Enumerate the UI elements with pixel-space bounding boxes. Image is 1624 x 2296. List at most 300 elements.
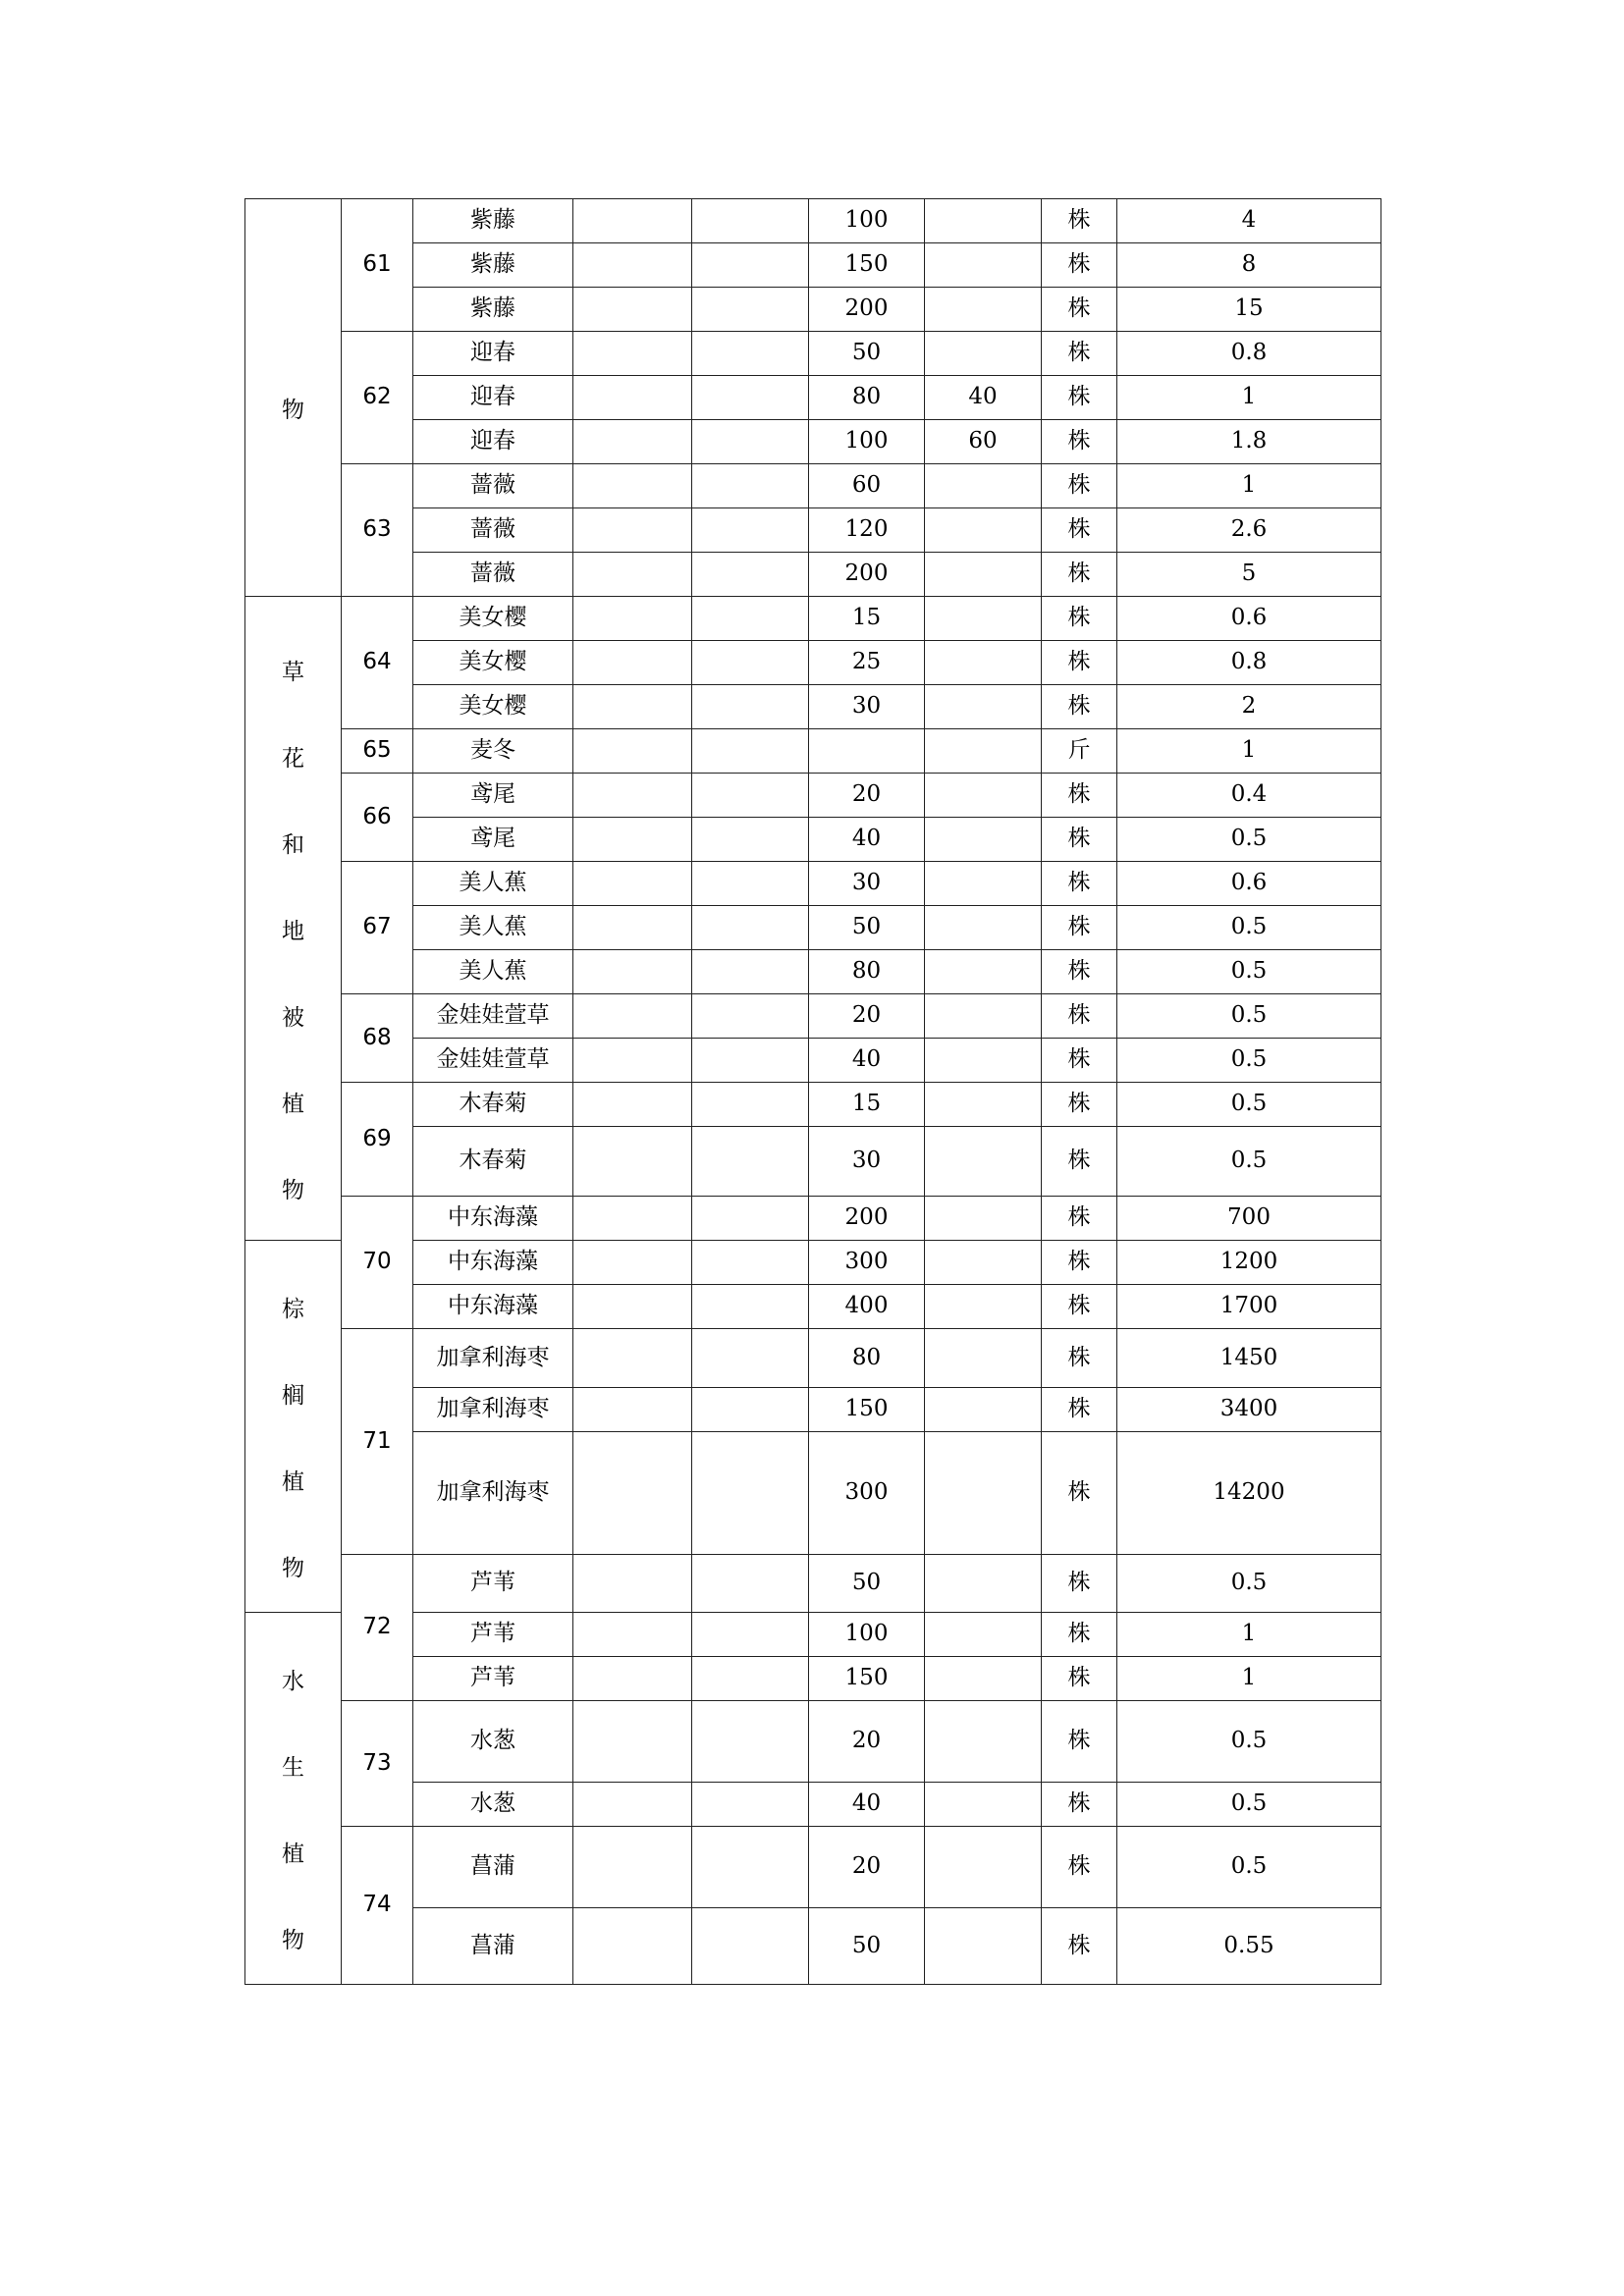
plant-name: 麦冬	[413, 729, 573, 774]
plant-name: 加拿利海枣	[413, 1387, 573, 1431]
spec-cell	[692, 1329, 809, 1388]
plant-name: 菖蒲	[413, 1827, 573, 1908]
plant-name: 金娃娃萱草	[413, 994, 573, 1039]
plant-name: 水葱	[413, 1783, 573, 1827]
spec-cell	[692, 994, 809, 1039]
table-row	[245, 1431, 1381, 1554]
size-cell: 80	[809, 950, 925, 994]
table-row	[245, 1657, 1381, 1701]
crown-cell	[925, 288, 1042, 332]
unit-cell: 株	[1042, 332, 1117, 376]
item-number: 72	[342, 1554, 413, 1701]
plant-name: 紫藤	[413, 288, 573, 332]
price-cell: 1	[1117, 464, 1381, 508]
crown-cell	[925, 332, 1042, 376]
plant-name: 加拿利海枣	[413, 1431, 573, 1554]
table-row	[245, 685, 1381, 729]
crown-cell	[925, 1908, 1042, 1985]
spec-cell	[573, 553, 692, 597]
size-cell: 40	[809, 818, 925, 862]
category-cell	[245, 199, 342, 597]
table-row	[245, 199, 1381, 243]
plant-name: 美人蕉	[413, 862, 573, 906]
plant-name: 迎春	[413, 376, 573, 420]
spec-cell	[692, 818, 809, 862]
unit-cell: 株	[1042, 862, 1117, 906]
spec-cell	[573, 1241, 692, 1285]
crown-cell	[925, 641, 1042, 685]
spec-cell	[692, 1197, 809, 1241]
spec-cell	[573, 950, 692, 994]
spec-cell	[573, 288, 692, 332]
plant-name: 紫藤	[413, 199, 573, 243]
table-row	[245, 1827, 1381, 1908]
size-cell: 120	[809, 508, 925, 553]
plant-name: 美人蕉	[413, 906, 573, 950]
plant-name: 金娃娃萱草	[413, 1039, 573, 1083]
crown-cell	[925, 464, 1042, 508]
unit-cell: 株	[1042, 1127, 1117, 1197]
plant-name: 中东海藻	[413, 1285, 573, 1329]
crown-cell	[925, 1039, 1042, 1083]
size-cell: 40	[809, 1783, 925, 1827]
unit-cell: 株	[1042, 641, 1117, 685]
item-number: 68	[342, 994, 413, 1083]
spec-cell	[573, 1329, 692, 1388]
table-row	[245, 464, 1381, 508]
size-cell	[809, 729, 925, 774]
unit-cell: 株	[1042, 553, 1117, 597]
crown-cell	[925, 1613, 1042, 1657]
spec-cell	[692, 243, 809, 288]
price-cell: 0.8	[1117, 332, 1381, 376]
crown-cell	[925, 1701, 1042, 1783]
table-row	[245, 994, 1381, 1039]
plant-name: 迎春	[413, 332, 573, 376]
spec-cell	[573, 1387, 692, 1431]
unit-cell: 株	[1042, 1431, 1117, 1554]
item-number: 67	[342, 862, 413, 994]
plant-name: 芦苇	[413, 1657, 573, 1701]
price-cell: 3400	[1117, 1387, 1381, 1431]
spec-cell	[692, 508, 809, 553]
size-cell: 25	[809, 641, 925, 685]
spec-cell	[573, 1197, 692, 1241]
unit-cell: 株	[1042, 818, 1117, 862]
crown-cell	[925, 862, 1042, 906]
spec-cell	[692, 420, 809, 464]
price-cell: 0.5	[1117, 950, 1381, 994]
unit-cell: 株	[1042, 1613, 1117, 1657]
crown-cell	[925, 1827, 1042, 1908]
crown-cell	[925, 685, 1042, 729]
item-number: 73	[342, 1701, 413, 1827]
crown-cell: 60	[925, 420, 1042, 464]
unit-cell: 斤	[1042, 729, 1117, 774]
crown-cell: 40	[925, 376, 1042, 420]
spec-cell	[692, 1554, 809, 1613]
spec-cell	[692, 862, 809, 906]
size-cell: 30	[809, 685, 925, 729]
size-cell: 300	[809, 1431, 925, 1554]
price-cell: 1.8	[1117, 420, 1381, 464]
plant-name: 美女樱	[413, 685, 573, 729]
size-cell: 100	[809, 199, 925, 243]
spec-cell	[573, 1083, 692, 1127]
size-cell: 200	[809, 288, 925, 332]
unit-cell: 株	[1042, 1657, 1117, 1701]
unit-cell: 株	[1042, 1285, 1117, 1329]
spec-cell	[692, 332, 809, 376]
crown-cell	[925, 1554, 1042, 1613]
size-cell: 150	[809, 1657, 925, 1701]
size-cell: 50	[809, 1554, 925, 1613]
price-cell: 0.8	[1117, 641, 1381, 685]
table-row	[245, 597, 1381, 641]
unit-cell: 株	[1042, 1387, 1117, 1431]
table-row	[245, 376, 1381, 420]
price-cell: 1700	[1117, 1285, 1381, 1329]
table-row	[245, 1701, 1381, 1783]
table-row	[245, 420, 1381, 464]
price-cell: 0.5	[1117, 1701, 1381, 1783]
spec-cell	[692, 1701, 809, 1783]
table-row	[245, 1127, 1381, 1197]
spec-cell	[692, 1613, 809, 1657]
price-cell: 1	[1117, 729, 1381, 774]
spec-cell	[692, 199, 809, 243]
price-cell: 15	[1117, 288, 1381, 332]
item-number: 62	[342, 332, 413, 464]
spec-cell	[573, 1127, 692, 1197]
size-cell: 80	[809, 1329, 925, 1388]
spec-cell	[573, 376, 692, 420]
table-row	[245, 288, 1381, 332]
size-cell: 150	[809, 243, 925, 288]
plant-name: 中东海藻	[413, 1241, 573, 1285]
crown-cell	[925, 1657, 1042, 1701]
spec-cell	[692, 1908, 809, 1985]
unit-cell: 株	[1042, 1241, 1117, 1285]
item-number: 66	[342, 774, 413, 862]
spec-cell	[692, 641, 809, 685]
plant-name: 芦苇	[413, 1554, 573, 1613]
unit-cell: 株	[1042, 1554, 1117, 1613]
size-cell: 20	[809, 1701, 925, 1783]
spec-cell	[573, 685, 692, 729]
spec-cell	[573, 862, 692, 906]
category-label: 草 花 和 地 被 植 物	[282, 659, 304, 1203]
plant-name: 美女樱	[413, 641, 573, 685]
plant-name: 鸢尾	[413, 774, 573, 818]
price-cell: 0.5	[1117, 1554, 1381, 1613]
spec-cell	[573, 332, 692, 376]
unit-cell: 株	[1042, 464, 1117, 508]
table-row	[245, 1039, 1381, 1083]
price-cell: 0.5	[1117, 1039, 1381, 1083]
unit-cell: 株	[1042, 376, 1117, 420]
crown-cell	[925, 994, 1042, 1039]
spec-cell	[573, 1613, 692, 1657]
price-cell: 0.4	[1117, 774, 1381, 818]
plant-name: 鸢尾	[413, 818, 573, 862]
table-row	[245, 641, 1381, 685]
spec-cell	[692, 1083, 809, 1127]
unit-cell: 株	[1042, 1197, 1117, 1241]
size-cell: 400	[809, 1285, 925, 1329]
price-cell: 1200	[1117, 1241, 1381, 1285]
crown-cell	[925, 199, 1042, 243]
price-cell: 700	[1117, 1197, 1381, 1241]
price-cell: 1	[1117, 1657, 1381, 1701]
unit-cell: 株	[1042, 1701, 1117, 1783]
spec-cell	[573, 508, 692, 553]
spec-cell	[573, 1285, 692, 1329]
crown-cell	[925, 1127, 1042, 1197]
crown-cell	[925, 1285, 1042, 1329]
table-row	[245, 553, 1381, 597]
spec-cell	[573, 420, 692, 464]
table-row	[245, 774, 1381, 818]
table-row	[245, 1908, 1381, 1985]
table-row	[245, 818, 1381, 862]
crown-cell	[925, 1387, 1042, 1431]
price-cell: 2.6	[1117, 508, 1381, 553]
item-number: 63	[342, 464, 413, 597]
spec-cell	[573, 729, 692, 774]
table-row	[245, 1241, 1381, 1285]
price-cell: 4	[1117, 199, 1381, 243]
size-cell: 60	[809, 464, 925, 508]
spec-cell	[573, 1827, 692, 1908]
crown-cell	[925, 818, 1042, 862]
price-cell: 0.5	[1117, 994, 1381, 1039]
crown-cell	[925, 1241, 1042, 1285]
spec-cell	[692, 1241, 809, 1285]
size-cell: 150	[809, 1387, 925, 1431]
item-number: 69	[342, 1083, 413, 1197]
size-cell: 15	[809, 1083, 925, 1127]
crown-cell	[925, 1783, 1042, 1827]
price-cell: 5	[1117, 553, 1381, 597]
unit-cell: 株	[1042, 199, 1117, 243]
plant-name: 蔷薇	[413, 508, 573, 553]
size-cell: 50	[809, 906, 925, 950]
category-cell	[245, 1613, 342, 1985]
item-number: 70	[342, 1197, 413, 1329]
spec-cell	[692, 729, 809, 774]
plant-name: 菖蒲	[413, 1908, 573, 1985]
size-cell: 300	[809, 1241, 925, 1285]
spec-cell	[573, 774, 692, 818]
spec-cell	[692, 553, 809, 597]
crown-cell	[925, 729, 1042, 774]
price-cell: 0.5	[1117, 1827, 1381, 1908]
price-cell: 0.5	[1117, 1783, 1381, 1827]
spec-cell	[692, 1783, 809, 1827]
unit-cell: 株	[1042, 1329, 1117, 1388]
spec-cell	[692, 1387, 809, 1431]
size-cell: 20	[809, 774, 925, 818]
spec-cell	[692, 1039, 809, 1083]
unit-cell: 株	[1042, 243, 1117, 288]
item-number: 64	[342, 597, 413, 729]
crown-cell	[925, 243, 1042, 288]
item-number: 61	[342, 199, 413, 332]
price-cell: 0.5	[1117, 818, 1381, 862]
price-cell: 1450	[1117, 1329, 1381, 1388]
price-cell: 8	[1117, 243, 1381, 288]
table-row	[245, 1613, 1381, 1657]
unit-cell: 株	[1042, 1039, 1117, 1083]
unit-cell: 株	[1042, 508, 1117, 553]
plant-price-table	[244, 198, 1381, 1985]
table-row	[245, 508, 1381, 553]
price-cell: 0.5	[1117, 906, 1381, 950]
table-row	[245, 1083, 1381, 1127]
spec-cell	[692, 464, 809, 508]
plant-name: 水葱	[413, 1701, 573, 1783]
crown-cell	[925, 597, 1042, 641]
unit-cell: 株	[1042, 685, 1117, 729]
size-cell: 20	[809, 994, 925, 1039]
spec-cell	[573, 464, 692, 508]
size-cell: 50	[809, 1908, 925, 1985]
spec-cell	[573, 906, 692, 950]
unit-cell: 株	[1042, 1908, 1117, 1985]
price-cell: 1	[1117, 376, 1381, 420]
crown-cell	[925, 1083, 1042, 1127]
spec-cell	[573, 1783, 692, 1827]
spec-cell	[692, 1827, 809, 1908]
price-cell: 0.5	[1117, 1083, 1381, 1127]
category-label: 物	[282, 398, 304, 423]
crown-cell	[925, 553, 1042, 597]
table-row	[245, 1285, 1381, 1329]
table-row	[245, 1197, 1381, 1241]
table-row	[245, 332, 1381, 376]
spec-cell	[573, 597, 692, 641]
spec-cell	[573, 1554, 692, 1613]
table-row	[245, 1329, 1381, 1388]
spec-cell	[692, 1285, 809, 1329]
item-number: 74	[342, 1827, 413, 1985]
price-cell: 0.5	[1117, 1127, 1381, 1197]
spec-cell	[573, 243, 692, 288]
table-row	[245, 1554, 1381, 1613]
spec-cell	[692, 1431, 809, 1554]
unit-cell: 株	[1042, 420, 1117, 464]
spec-cell	[573, 1039, 692, 1083]
size-cell: 30	[809, 862, 925, 906]
size-cell: 50	[809, 332, 925, 376]
size-cell: 30	[809, 1127, 925, 1197]
plant-name: 迎春	[413, 420, 573, 464]
spec-cell	[573, 1657, 692, 1701]
size-cell: 80	[809, 376, 925, 420]
unit-cell: 株	[1042, 906, 1117, 950]
plant-name: 加拿利海枣	[413, 1329, 573, 1388]
plant-name: 紫藤	[413, 243, 573, 288]
size-cell: 40	[809, 1039, 925, 1083]
spec-cell	[573, 641, 692, 685]
plant-name: 蔷薇	[413, 553, 573, 597]
size-cell: 20	[809, 1827, 925, 1908]
spec-cell	[573, 1701, 692, 1783]
item-number: 65	[342, 729, 413, 774]
spec-cell	[692, 376, 809, 420]
spec-cell	[692, 597, 809, 641]
price-cell: 0.6	[1117, 862, 1381, 906]
crown-cell	[925, 1431, 1042, 1554]
spec-cell	[692, 906, 809, 950]
plant-name: 蔷薇	[413, 464, 573, 508]
table-row	[245, 862, 1381, 906]
size-cell: 200	[809, 553, 925, 597]
crown-cell	[925, 774, 1042, 818]
crown-cell	[925, 906, 1042, 950]
unit-cell: 株	[1042, 950, 1117, 994]
crown-cell	[925, 950, 1042, 994]
spec-cell	[573, 994, 692, 1039]
size-cell: 200	[809, 1197, 925, 1241]
plant-name: 美女樱	[413, 597, 573, 641]
plant-name: 美人蕉	[413, 950, 573, 994]
spec-cell	[692, 1657, 809, 1701]
table-row	[245, 1387, 1381, 1431]
spec-cell	[692, 288, 809, 332]
category-label: 棕 榈 植 物	[282, 1297, 304, 1581]
plant-name: 木春菊	[413, 1083, 573, 1127]
price-cell: 2	[1117, 685, 1381, 729]
spec-cell	[573, 818, 692, 862]
spec-cell	[692, 774, 809, 818]
plant-name: 芦苇	[413, 1613, 573, 1657]
item-number: 71	[342, 1329, 413, 1555]
size-cell: 100	[809, 420, 925, 464]
spec-cell	[692, 950, 809, 994]
crown-cell	[925, 1197, 1042, 1241]
unit-cell: 株	[1042, 994, 1117, 1039]
table-row	[245, 243, 1381, 288]
table-row	[245, 729, 1381, 774]
spec-cell	[573, 199, 692, 243]
category-cell	[245, 597, 342, 1241]
category-cell	[245, 1241, 342, 1613]
unit-cell: 株	[1042, 1783, 1117, 1827]
category-label: 水 生 植 物	[282, 1669, 304, 1953]
table-row	[245, 950, 1381, 994]
price-cell: 0.6	[1117, 597, 1381, 641]
unit-cell: 株	[1042, 774, 1117, 818]
size-cell: 15	[809, 597, 925, 641]
spec-cell	[692, 685, 809, 729]
spec-cell	[573, 1431, 692, 1554]
unit-cell: 株	[1042, 288, 1117, 332]
table-row	[245, 1783, 1381, 1827]
unit-cell: 株	[1042, 597, 1117, 641]
size-cell: 100	[809, 1613, 925, 1657]
price-cell: 1	[1117, 1613, 1381, 1657]
spec-cell	[573, 1908, 692, 1985]
unit-cell: 株	[1042, 1083, 1117, 1127]
spec-cell	[692, 1127, 809, 1197]
crown-cell	[925, 508, 1042, 553]
unit-cell: 株	[1042, 1827, 1117, 1908]
table-row	[245, 906, 1381, 950]
plant-name: 木春菊	[413, 1127, 573, 1197]
price-cell: 0.55	[1117, 1908, 1381, 1985]
